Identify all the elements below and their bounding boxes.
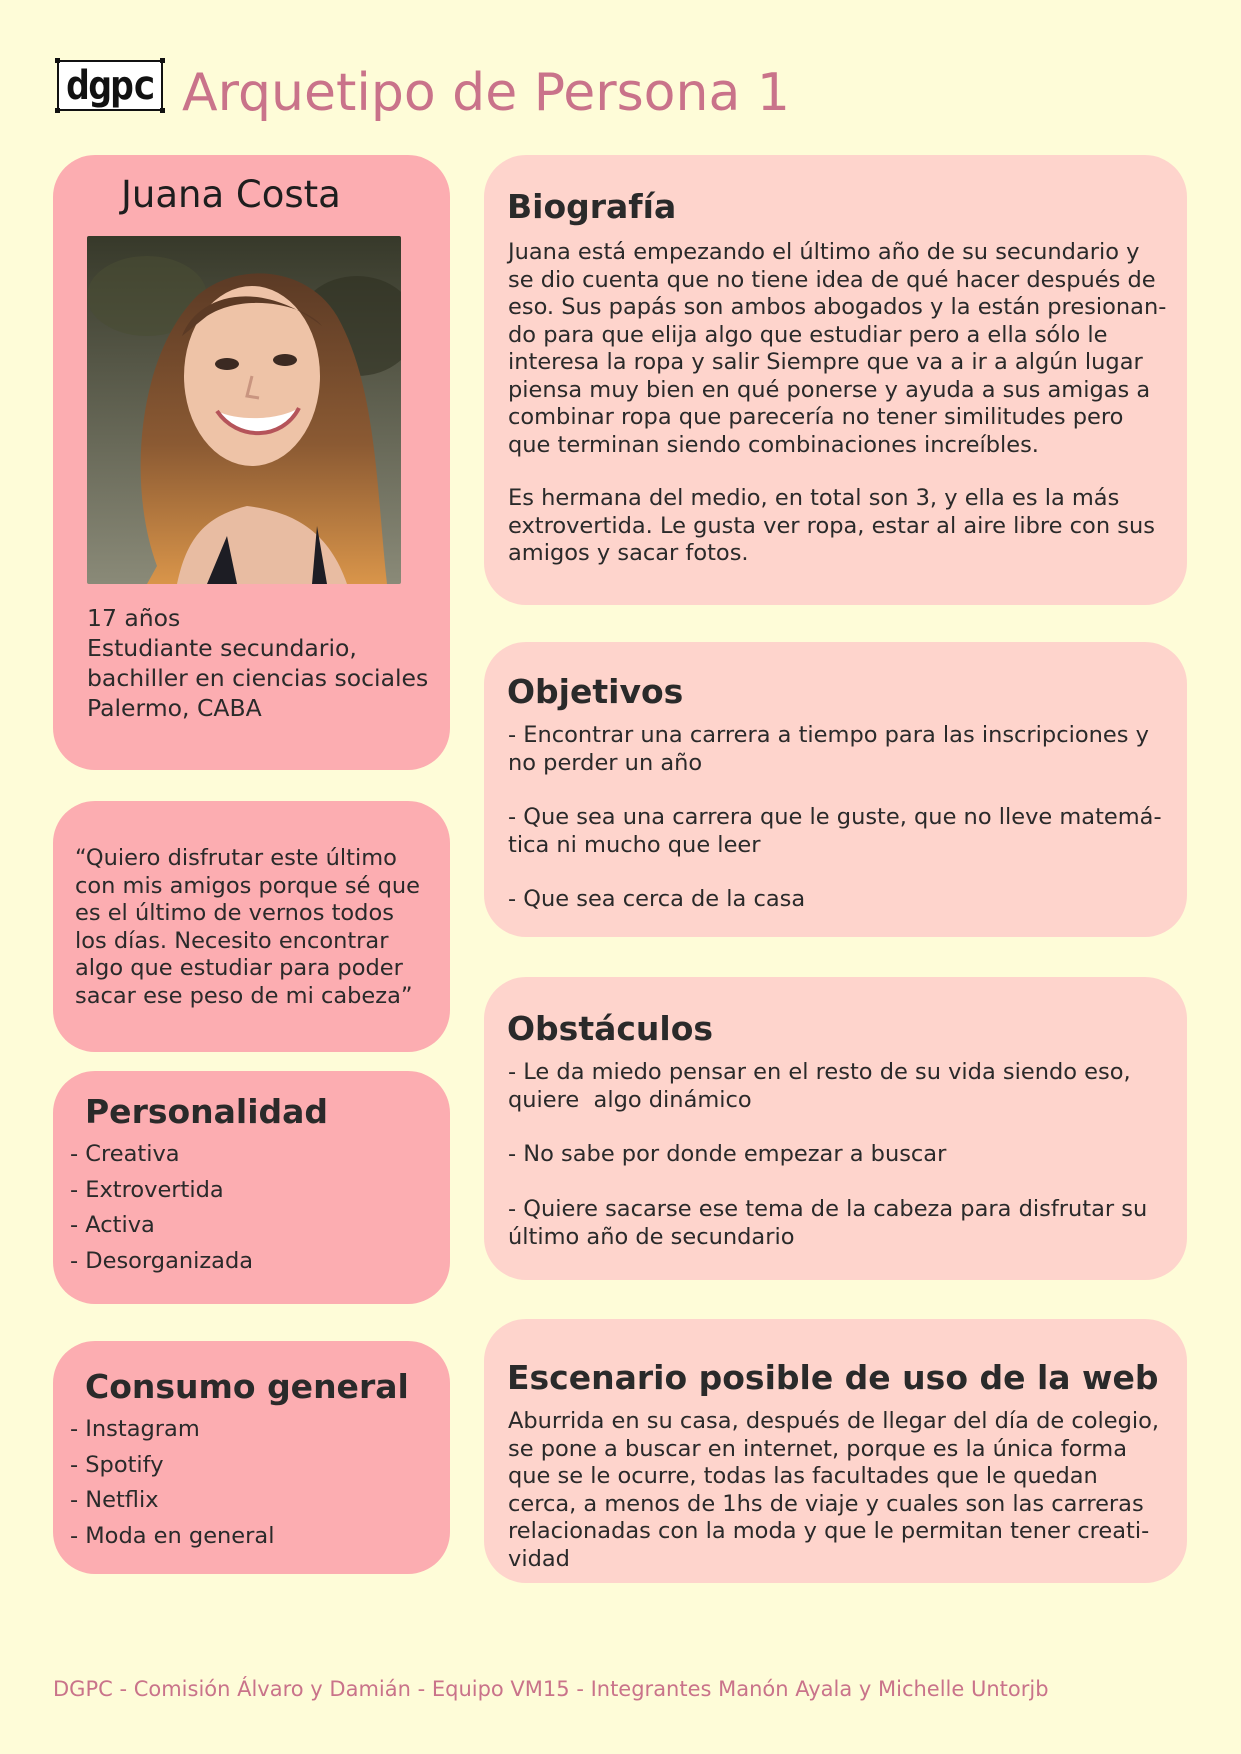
persona-age: 17 años [87,604,181,632]
obstacle-item: - No sabe por donde empezar a buscar [508,1141,947,1167]
biography-paragraph-2: Es hermana del medio, en total son 3, y ella es la más extrovertida. Le gusta ver ropa, estar al aire libre con sus amigos y sacar fotos. [508,485,1155,566]
list-item: - Desorganizada [70,1247,254,1274]
quote-card [53,801,450,1052]
personality-card [53,1071,450,1304]
personality-heading: Personalidad [85,1092,329,1131]
dgpc-logo [57,60,163,111]
obstacle-item: - Le da miedo pensar en el resto de su vida siendo eso, quiere algo dinámico [508,1059,1131,1113]
list-item: - Activa [70,1212,155,1238]
personality-list [70,1137,253,1279]
persona-occupation: Estudiante secundario, [87,634,357,662]
scenario-heading: Escenario posible de uso de la web [507,1358,1159,1397]
list-item: - Moda en general [70,1522,275,1549]
list-item: - Creativa [70,1141,180,1167]
biography-card [484,155,1187,605]
biography-paragraph-1: Juana está empezando el último año de su secundario y se dio cuenta que no tiene idea de qué hacer después de eso. Sus papás son ambos abogados y la están presionan- do para que elija algo que estudiar pero a ella sólo le interesa la ropa y salir Siempre que va a ir a algún lugar piensa muy bien en qué ponerse y ayuda a sus amigas a combinar ropa que parecería no tener similitudes pero que terminan siendo combinaciones increíbles. [508,239,1167,458]
page-title: Arquetipo de Persona 1 [182,63,790,123]
persona-specialization: bachiller en ciencias sociales [87,664,429,692]
persona-photo [87,236,401,584]
obstacles-card [484,977,1187,1280]
biography-heading: Biografía [507,187,677,226]
scenario-card [484,1319,1187,1583]
goal-item: - Que sea cerca de la casa [508,886,806,912]
obstacles-heading: Obstáculos [507,1009,714,1048]
list-item: - Spotify [70,1451,164,1478]
goals-heading: Objetivos [507,672,684,711]
persona-name: Juana Costa [121,173,341,216]
goal-item: - Encontrar una carrera a tiempo para las inscripciones y no perder un año [508,722,1149,776]
consumption-heading: Consumo general [85,1367,409,1406]
logo-text: dgpc [65,62,155,109]
consumption-card [53,1341,450,1574]
goals-card [484,642,1187,937]
list-item: - Extrovertida [70,1176,224,1203]
persona-details [87,603,428,723]
scenario-text: Aburrida en su casa, después de llegar del día de colegio, se pone a buscar en internet, porque es la única forma que se le ocurre, todas las facultades que le quedan cerca, a menos de 1hs de viaje y cuales son las carreras relacionadas con la moda y que le permitan tener creati- vidad [508,1408,1160,1572]
goal-item: - Que sea una carrera que le guste, que no lleve matemá- tica ni mucho que leer [508,804,1162,858]
list-item: - Instagram [70,1416,200,1442]
persona-location: Palermo, CABA [87,694,262,722]
list-item: - Netflix [70,1487,159,1513]
consumption-list [70,1412,274,1554]
obstacle-item: - Quiere sacarse ese tema de la cabeza para disfrutar su último año de secundario [508,1196,1148,1250]
persona-quote: “Quiero disfrutar este último con mis amigos porque sé que es el último de vernos todos los días. Necesito encontrar algo que estudiar para poder sacar ese peso de mi cabeza” [75,845,421,1009]
footer-credits: DGPC - Comisión Álvaro y Damián - Equipo VM15 - Integrantes Manón Ayala y Michelle Untorjb [53,1677,1049,1701]
